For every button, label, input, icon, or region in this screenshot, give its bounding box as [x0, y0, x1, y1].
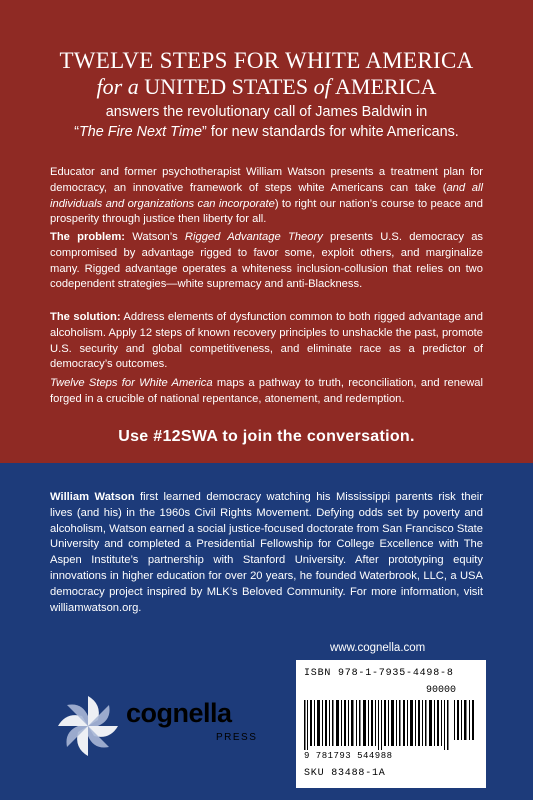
hashtag-callout: Use #12SWA to join the conversation.: [118, 428, 415, 445]
intro-text-italic: and all individuals and organizations can incorporate: [50, 181, 484, 210]
pinwheel-logo-icon: [52, 690, 124, 762]
problem-label: The problem:: [50, 231, 126, 243]
subtitle-line1: answers the revolutionary call of James Baldwin in: [105, 104, 428, 120]
problem-text-a: Watson’s: [125, 231, 185, 243]
author-bio-text: first learned democracy watching his Mississippi parents risk their lives (and his) in the 1960s Civil Rights Movement. Defying odds set by poverty and alcoholism, Watson earned a social justice-focused doctorate from San Francisco State University and completed a Presidential Fellowship for College Excellence with The Aspen Institute’s partnership with Stanford University. After prototyping equity innovations in higher education for over 20 years, he founded Waterbrook, LLC, a USA democracy project inspired by MLK’s Beloved Community. For more information, visit williamwatson.org.: [50, 491, 484, 614]
barcode-icon: [304, 700, 476, 750]
intro-text-b: ) to right our nation’s course to peace and prosperity through justice then liberty for all.: [50, 197, 483, 226]
problem-text-b: presents U.S. democracy as compromised by advantage rigged to favor some, exploit others, and marginalize many. Rigged advantage operates a whiteness inclusion-collusion that relies on two codependent strategies—white supremacy and anti-Blackness.: [50, 231, 484, 291]
barcode-panel: [296, 660, 486, 788]
subtitle-quote-open: “: [74, 124, 79, 140]
publisher-url: www.cognella.com: [330, 642, 426, 654]
intro-paragraph: [50, 165, 483, 228]
subtitle-line2-rest: ” for new standards for white Americans.: [202, 124, 459, 140]
title-word-america: AMERICA: [335, 74, 437, 99]
book-title: TWELVE STEPS FOR WHITE AMERICA: [59, 48, 474, 73]
solution-text: Address elements of dysfunction common to both rigged advantage and alcoholism. Apply 12 steps of known recovery principles to unshackle the past, promote U.S. security and global competitiveness, and eliminate race as a predictor of democracy’s outcomes.: [50, 311, 483, 371]
sku-number: SKU 83488-1A: [304, 768, 386, 779]
isbn-number: ISBN 978-1-7935-4498-8: [304, 668, 454, 679]
problem-theory-name: Rigged Advantage Theory: [184, 231, 323, 243]
closing-book-title: Twelve Steps for White America: [50, 377, 213, 389]
publisher-name: cognella: [126, 698, 232, 728]
solution-label: The solution:: [50, 311, 121, 323]
subtitle-line2: [20, 122, 513, 142]
closing-paragraph: [50, 376, 483, 408]
closing-text: maps a pathway to truth, reconciliation, and renewal forged in a crucible of national repentance, atonement, and redemption.: [50, 377, 483, 405]
intro-text-a: Educator and former psychotherapist William Watson presents a treatment plan for democracy, an innovative framework of steps white Americans can take (: [50, 166, 483, 194]
title-word-of: of: [313, 74, 331, 99]
subtitle-work-title: The Fire Next Time: [79, 124, 203, 140]
barcode-digits: 9 781793 544988: [304, 751, 393, 761]
price-code: 90000: [426, 685, 457, 696]
author-name: William Watson: [50, 491, 135, 503]
book-title-line2: [0, 74, 533, 100]
publisher-imprint: PRESS: [216, 732, 258, 743]
problem-paragraph: [50, 230, 483, 293]
subtitle: [20, 102, 513, 142]
title-word-for-a: for a: [96, 74, 139, 99]
title-word-united-states: UNITED STATES: [144, 74, 309, 99]
author-bio: [50, 490, 483, 616]
solution-paragraph: [50, 310, 483, 373]
